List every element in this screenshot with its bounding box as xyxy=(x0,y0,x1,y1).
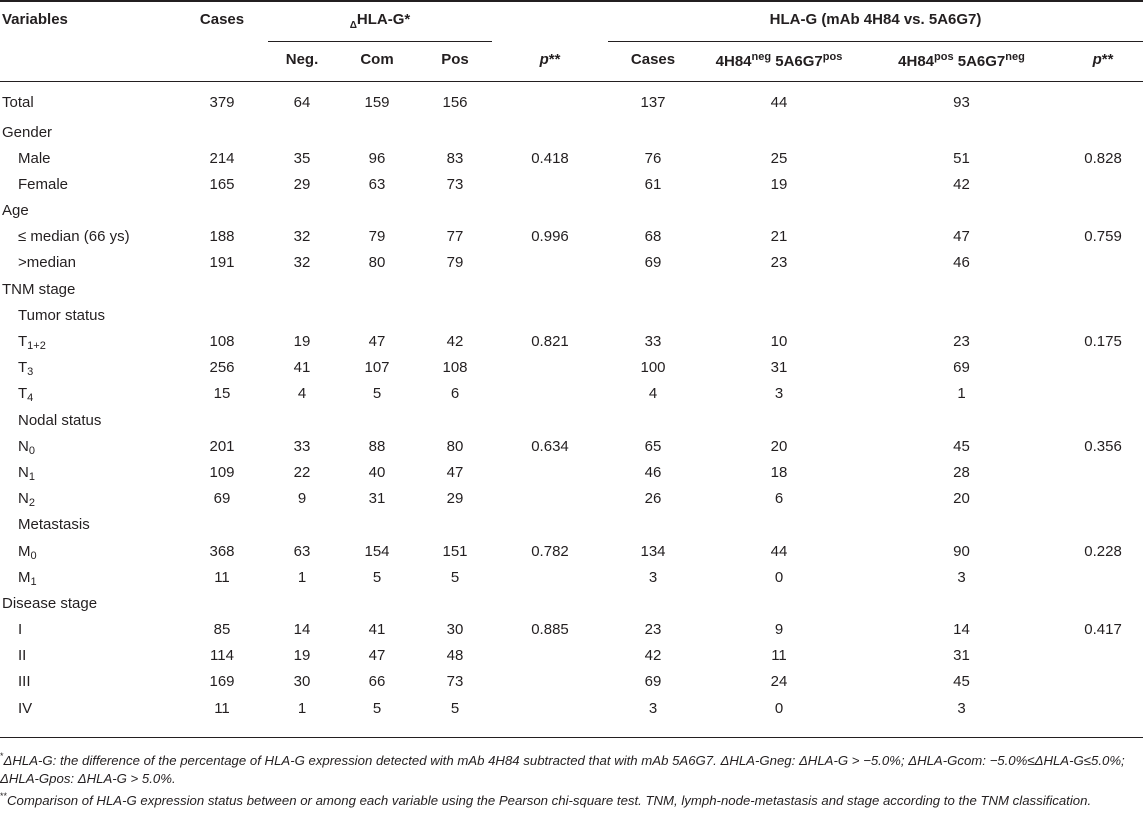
cell-pn: 51 xyxy=(953,149,970,167)
cell-pn: 3 xyxy=(957,699,966,717)
cell-pn: 45 xyxy=(953,673,970,691)
cell-p1 xyxy=(492,381,608,407)
cell-pos: 5 xyxy=(450,699,460,717)
cell-cases: 114 xyxy=(210,647,234,665)
cell-com: 5 xyxy=(372,699,382,717)
cell-cases2 xyxy=(608,198,698,224)
cell-p1: 0.782 xyxy=(531,542,569,560)
cell-com: 47 xyxy=(368,333,386,350)
cell-com xyxy=(336,277,418,303)
delta-symbol: Δ xyxy=(349,20,357,31)
header-hlag-group: HLA-G (mAb 4H84 vs. 5A6G7) xyxy=(608,1,1143,42)
header-row-1 xyxy=(0,1,1143,42)
table-row xyxy=(0,669,1143,695)
row-label: $N_0$ xyxy=(18,437,35,457)
cell-p2 xyxy=(1063,198,1143,224)
cell-cases2 xyxy=(608,512,698,538)
cell-cases2 xyxy=(608,303,698,329)
cell-cases2: 69 xyxy=(644,254,662,272)
cell-com: 40 xyxy=(368,463,386,481)
cell-p2 xyxy=(1063,486,1143,512)
cell-cases xyxy=(176,408,268,434)
cell-cases2 xyxy=(608,277,698,303)
cell-np: 11 xyxy=(771,647,787,665)
cell-np: 25 xyxy=(770,149,788,167)
cell-pos: 77 xyxy=(446,228,464,246)
cell-pos: 5 xyxy=(450,568,460,586)
cell-pn xyxy=(860,303,1063,329)
table-row xyxy=(0,355,1143,381)
cell-np: 31 xyxy=(770,359,788,377)
cell-p2 xyxy=(1063,408,1143,434)
cell-cases xyxy=(176,120,268,146)
table-row xyxy=(0,696,1143,722)
cell-p2 xyxy=(1063,591,1143,617)
cell-cases: 188 xyxy=(209,228,235,246)
cell-neg: 19 xyxy=(293,333,311,350)
footnote-1 xyxy=(0,747,1143,788)
header-pos: Pos xyxy=(441,51,469,68)
header-neg: Neg. xyxy=(285,51,319,68)
table-row xyxy=(0,277,1143,303)
cell-com: 159 xyxy=(364,94,390,111)
cell-p1 xyxy=(492,82,608,120)
cell-com xyxy=(336,303,418,329)
cell-p2 xyxy=(1063,250,1143,276)
cell-pn: 28 xyxy=(953,463,970,481)
cell-pn: 14 xyxy=(953,621,970,639)
header-row-2 xyxy=(0,42,1143,82)
cell-p1 xyxy=(492,355,608,381)
cell-p1 xyxy=(492,486,608,512)
cell-p2 xyxy=(1063,381,1143,407)
cell-p2 xyxy=(1063,512,1143,538)
cell-p2 xyxy=(1063,643,1143,669)
cell-pos xyxy=(418,303,492,329)
cell-np: 6 xyxy=(774,490,784,508)
cell-p2 xyxy=(1063,277,1143,303)
cell-neg: 30 xyxy=(293,673,311,691)
cell-cases: 256 xyxy=(209,359,235,377)
cell-com: 31 xyxy=(368,490,386,508)
cell-p2 xyxy=(1063,303,1143,329)
cell-pos: 6 xyxy=(450,385,460,403)
cell-p2 xyxy=(1063,82,1143,120)
cell-cases2: 65 xyxy=(644,437,662,455)
cell-neg: 9 xyxy=(297,490,307,508)
row-label: I xyxy=(18,621,23,639)
cell-pn: 31 xyxy=(953,647,970,665)
cell-com: 79 xyxy=(368,228,386,246)
delta-group-text: HLA-G* xyxy=(356,11,411,28)
cell-p2: 0.175 xyxy=(1084,333,1122,350)
cell-p2 xyxy=(1063,355,1143,381)
footnote-2-text: Comparison of HLA-G expression status between or among each variable using the Pearson chi-square test. TNM, lymph-node-metastasis and stage according to the TNM classification. xyxy=(7,793,1092,808)
cell-np: 44 xyxy=(770,94,788,111)
cell-p1 xyxy=(492,591,608,617)
cell-pn xyxy=(860,198,1063,224)
cell-cases: 69 xyxy=(213,490,231,508)
cell-pn: 42 xyxy=(953,175,970,193)
cell-cases2: 137 xyxy=(640,94,666,111)
cell-cases: 11 xyxy=(214,699,230,717)
cell-np: 19 xyxy=(770,175,788,193)
cell-cases2: 3 xyxy=(648,568,658,586)
cell-p1: 0.821 xyxy=(531,333,569,350)
row-label: Gender xyxy=(2,123,53,141)
cell-neg: 32 xyxy=(293,254,311,272)
cell-np xyxy=(698,591,860,617)
table-row xyxy=(0,198,1143,224)
footnote-1-text: ΔHLA-G: the difference of the percentage of HLA-G expression detected with mAb 4H84 subtracted that with mAb 5A6G7. ΔHLA-Gneg: ΔHLA-G > −5.0%; ΔHLA-Gcom: −5.0%≤ΔHLA-G≤5.0%; ΔHLA-Gpos: ΔHLA-G > 5.0%. xyxy=(0,753,1125,786)
cell-p1 xyxy=(492,172,608,198)
table-row xyxy=(0,381,1143,407)
cell-np: 24 xyxy=(770,673,788,691)
cell-pn: 1 xyxy=(957,385,966,403)
cell-cases: 109 xyxy=(209,463,235,481)
cell-cases xyxy=(176,277,268,303)
cell-cases2: 33 xyxy=(644,333,662,350)
row-label: $N_2$ xyxy=(18,490,35,510)
table-row xyxy=(0,643,1143,669)
cell-com: 80 xyxy=(368,254,386,272)
row-label: $M_0$ xyxy=(18,542,37,562)
row-label: $T_3$ xyxy=(18,359,34,379)
cell-p2 xyxy=(1063,120,1143,146)
cell-pos: 156 xyxy=(442,94,468,111)
cell-neg xyxy=(268,303,336,329)
cell-p1: 0.634 xyxy=(531,437,569,455)
table-row xyxy=(0,82,1143,120)
cell-neg: 32 xyxy=(293,228,311,246)
footnote-2-mark: ** xyxy=(0,791,8,801)
cell-com xyxy=(336,591,418,617)
cell-cases2 xyxy=(608,591,698,617)
cell-pos: 48 xyxy=(446,647,464,665)
cell-cases xyxy=(176,303,268,329)
header-variables: Variables xyxy=(2,11,68,28)
cell-cases2: 76 xyxy=(644,149,662,167)
cell-neg: 64 xyxy=(293,94,311,111)
row-label: >median xyxy=(18,254,76,272)
cell-p2: 0.228 xyxy=(1084,542,1122,560)
cell-pn: 20 xyxy=(953,490,970,508)
row-label: Male xyxy=(18,149,51,167)
cell-cases: 201 xyxy=(209,437,235,455)
cell-com: 5 xyxy=(372,568,382,586)
cell-p2: 0.356 xyxy=(1084,437,1122,455)
cell-neg: 22 xyxy=(293,463,311,481)
header-4h84neg-5a6g7pos: $4H84^{neg}$ $5A6G7^{pos}$ xyxy=(715,51,843,70)
header-com: Com xyxy=(360,51,394,68)
cell-com: 66 xyxy=(368,673,386,691)
cell-p2 xyxy=(1063,669,1143,695)
cell-cases: 165 xyxy=(209,175,235,193)
header-4h84pos-5a6g7neg: $4H84^{pos}$ $5A6G7^{neg}$ xyxy=(898,51,1025,70)
table-row xyxy=(0,486,1143,512)
cell-cases2: 68 xyxy=(644,228,662,246)
cell-cases xyxy=(176,591,268,617)
cell-neg xyxy=(268,591,336,617)
cell-com: 107 xyxy=(364,359,390,377)
cell-cases2: 69 xyxy=(644,673,662,691)
cell-neg: 1 xyxy=(297,699,307,717)
cell-np: 0 xyxy=(774,699,784,717)
row-label: II xyxy=(18,647,27,665)
cell-cases: 214 xyxy=(209,149,235,167)
cell-com: 41 xyxy=(368,621,386,639)
cell-np xyxy=(698,408,860,434)
cell-p1 xyxy=(492,408,608,434)
cell-pn xyxy=(860,277,1063,303)
cell-pos: 80 xyxy=(446,437,464,455)
cell-pn: 46 xyxy=(953,254,970,272)
cell-neg: 4 xyxy=(297,385,307,403)
row-label: $N_1$ xyxy=(18,463,35,483)
table-row xyxy=(0,329,1143,355)
cell-com: 63 xyxy=(368,175,386,193)
table-row xyxy=(0,224,1143,250)
cell-np: 20 xyxy=(770,437,788,455)
cell-pn: 90 xyxy=(953,542,970,560)
row-label: IV xyxy=(18,699,33,717)
cell-com: 5 xyxy=(372,385,382,403)
header-p-value-1: p** xyxy=(539,50,561,68)
cell-pos xyxy=(418,408,492,434)
cell-p2: 0.828 xyxy=(1084,149,1122,167)
cell-cases2: 46 xyxy=(644,463,662,481)
cell-p1 xyxy=(492,565,608,591)
cell-np xyxy=(698,198,860,224)
cell-cases2: 4 xyxy=(648,385,658,403)
cell-cases: 368 xyxy=(209,542,235,560)
cell-pos xyxy=(418,591,492,617)
cell-com xyxy=(336,408,418,434)
header-cases: Cases xyxy=(199,11,245,28)
cell-cases2: 61 xyxy=(644,175,662,193)
table-bottom-rule xyxy=(0,737,1143,738)
table-body xyxy=(0,82,1143,722)
table-row xyxy=(0,408,1143,434)
cell-pos: 108 xyxy=(442,359,468,377)
cell-cases: 379 xyxy=(209,94,235,111)
cell-pn: 23 xyxy=(953,333,970,350)
cell-p1 xyxy=(492,277,608,303)
cell-neg xyxy=(268,198,336,224)
header-cases-2: Cases xyxy=(630,51,676,68)
cell-com: 154 xyxy=(364,542,390,560)
cell-np xyxy=(698,303,860,329)
cell-cases2: 3 xyxy=(648,699,658,717)
cell-cases xyxy=(176,198,268,224)
cell-neg: 35 xyxy=(293,149,311,167)
cell-p1: 0.885 xyxy=(531,621,569,639)
cell-np xyxy=(698,512,860,538)
cell-p1 xyxy=(492,460,608,486)
cell-cases2: 134 xyxy=(640,542,666,560)
cell-pos: 30 xyxy=(446,621,464,639)
cell-p1 xyxy=(492,120,608,146)
table-row xyxy=(0,617,1143,643)
cell-p1 xyxy=(492,696,608,722)
cell-pos xyxy=(418,277,492,303)
cell-np xyxy=(698,120,860,146)
row-label: Nodal status xyxy=(18,411,102,429)
cell-com: 96 xyxy=(368,149,386,167)
cell-p1 xyxy=(492,643,608,669)
row-label: III xyxy=(18,673,31,691)
cell-np xyxy=(698,277,860,303)
cell-p1 xyxy=(492,669,608,695)
cell-pn: 45 xyxy=(953,437,970,455)
cell-cases2: 42 xyxy=(644,647,662,665)
row-label: $M_1$ xyxy=(18,568,37,588)
cell-com: 88 xyxy=(368,437,386,455)
cell-p2 xyxy=(1063,460,1143,486)
cell-cases: 11 xyxy=(214,568,230,586)
row-label: Disease stage xyxy=(2,594,98,612)
cell-neg: 63 xyxy=(293,542,311,560)
header-delta-hlag-group xyxy=(268,1,492,42)
row-label: Tumor status xyxy=(18,306,105,324)
cell-com xyxy=(336,120,418,146)
cell-np: 3 xyxy=(774,385,784,403)
cell-neg: 33 xyxy=(293,437,311,455)
cell-neg: 29 xyxy=(293,175,311,193)
table-row xyxy=(0,250,1143,276)
cell-cases: 15 xyxy=(213,385,231,403)
table-row xyxy=(0,120,1143,146)
cell-neg xyxy=(268,512,336,538)
cell-pn: 3 xyxy=(957,568,966,586)
cell-np: 0 xyxy=(774,568,784,586)
cell-pn xyxy=(860,512,1063,538)
table-row xyxy=(0,146,1143,172)
cell-np: 44 xyxy=(770,542,788,560)
cell-com xyxy=(336,512,418,538)
cell-cases2 xyxy=(608,120,698,146)
cell-pos: 73 xyxy=(446,673,464,691)
table-row xyxy=(0,434,1143,460)
cell-p1 xyxy=(492,512,608,538)
cell-cases2: 23 xyxy=(644,621,662,639)
row-label: Age xyxy=(2,202,29,220)
table-row xyxy=(0,460,1143,486)
table-row xyxy=(0,512,1143,538)
cell-neg: 1 xyxy=(297,568,307,586)
cell-p1 xyxy=(492,250,608,276)
cell-cases2: 100 xyxy=(640,359,666,377)
header-blank xyxy=(492,1,608,42)
cell-p2: 0.759 xyxy=(1084,228,1122,246)
cell-neg xyxy=(268,120,336,146)
cell-cases2 xyxy=(608,408,698,434)
footnote-2 xyxy=(0,787,1143,810)
row-label: Total xyxy=(2,94,34,111)
cell-com: 47 xyxy=(368,647,386,665)
header-spacer xyxy=(176,42,268,82)
cell-p2 xyxy=(1063,172,1143,198)
cell-neg xyxy=(268,408,336,434)
cell-pos: 83 xyxy=(446,149,464,167)
cell-pn: 93 xyxy=(953,94,970,111)
cell-neg: 19 xyxy=(293,647,311,665)
table-header xyxy=(0,1,1143,82)
cell-pos: 42 xyxy=(446,333,464,350)
cell-pos: 47 xyxy=(446,463,464,481)
cell-p2 xyxy=(1063,565,1143,591)
cell-p1: 0.996 xyxy=(531,228,569,246)
cell-cases: 169 xyxy=(209,673,235,691)
cell-neg xyxy=(268,277,336,303)
cell-neg: 41 xyxy=(293,359,311,377)
cell-cases: 191 xyxy=(209,254,235,272)
cell-cases2: 26 xyxy=(644,490,662,508)
row-label: $T_{1+2}$ xyxy=(18,333,46,352)
cell-pos: 151 xyxy=(442,542,468,560)
cell-np: 23 xyxy=(770,254,788,272)
cell-pos xyxy=(418,512,492,538)
cell-p2: 0.417 xyxy=(1084,621,1122,639)
cell-pos: 73 xyxy=(446,175,464,193)
table-row xyxy=(0,591,1143,617)
header-spacer xyxy=(0,42,176,82)
cell-pn xyxy=(860,408,1063,434)
row-label: $T_4$ xyxy=(18,385,34,405)
cell-np: 9 xyxy=(774,621,784,639)
cell-pn: 47 xyxy=(953,228,970,246)
row-label: ≤ median (66 ys) xyxy=(18,228,130,246)
cell-pos: 29 xyxy=(446,490,464,508)
row-label: Female xyxy=(18,175,69,193)
table-row xyxy=(0,172,1143,198)
header-p-value-2: p** xyxy=(1092,51,1114,68)
cell-p1: 0.418 xyxy=(531,149,569,167)
cell-pn: 69 xyxy=(953,359,970,377)
cell-pn xyxy=(860,120,1063,146)
cell-com xyxy=(336,198,418,224)
cell-np: 10 xyxy=(770,333,788,350)
cell-cases xyxy=(176,512,268,538)
cell-p2 xyxy=(1063,696,1143,722)
cell-pos xyxy=(418,120,492,146)
cell-pn xyxy=(860,591,1063,617)
row-label: TNM stage xyxy=(2,280,76,298)
table-row xyxy=(0,539,1143,565)
cell-cases: 108 xyxy=(209,333,235,350)
cell-np: 21 xyxy=(770,228,788,246)
row-label: Metastasis xyxy=(18,516,90,534)
cell-pos xyxy=(418,198,492,224)
cell-p1 xyxy=(492,198,608,224)
footnote-1-mark: * xyxy=(0,751,4,761)
cell-pos: 79 xyxy=(446,254,464,272)
cell-neg: 14 xyxy=(293,621,311,639)
cell-np: 18 xyxy=(770,463,788,481)
table-row xyxy=(0,565,1143,591)
table-row xyxy=(0,303,1143,329)
cell-p1 xyxy=(492,303,608,329)
cell-cases: 85 xyxy=(213,621,231,639)
